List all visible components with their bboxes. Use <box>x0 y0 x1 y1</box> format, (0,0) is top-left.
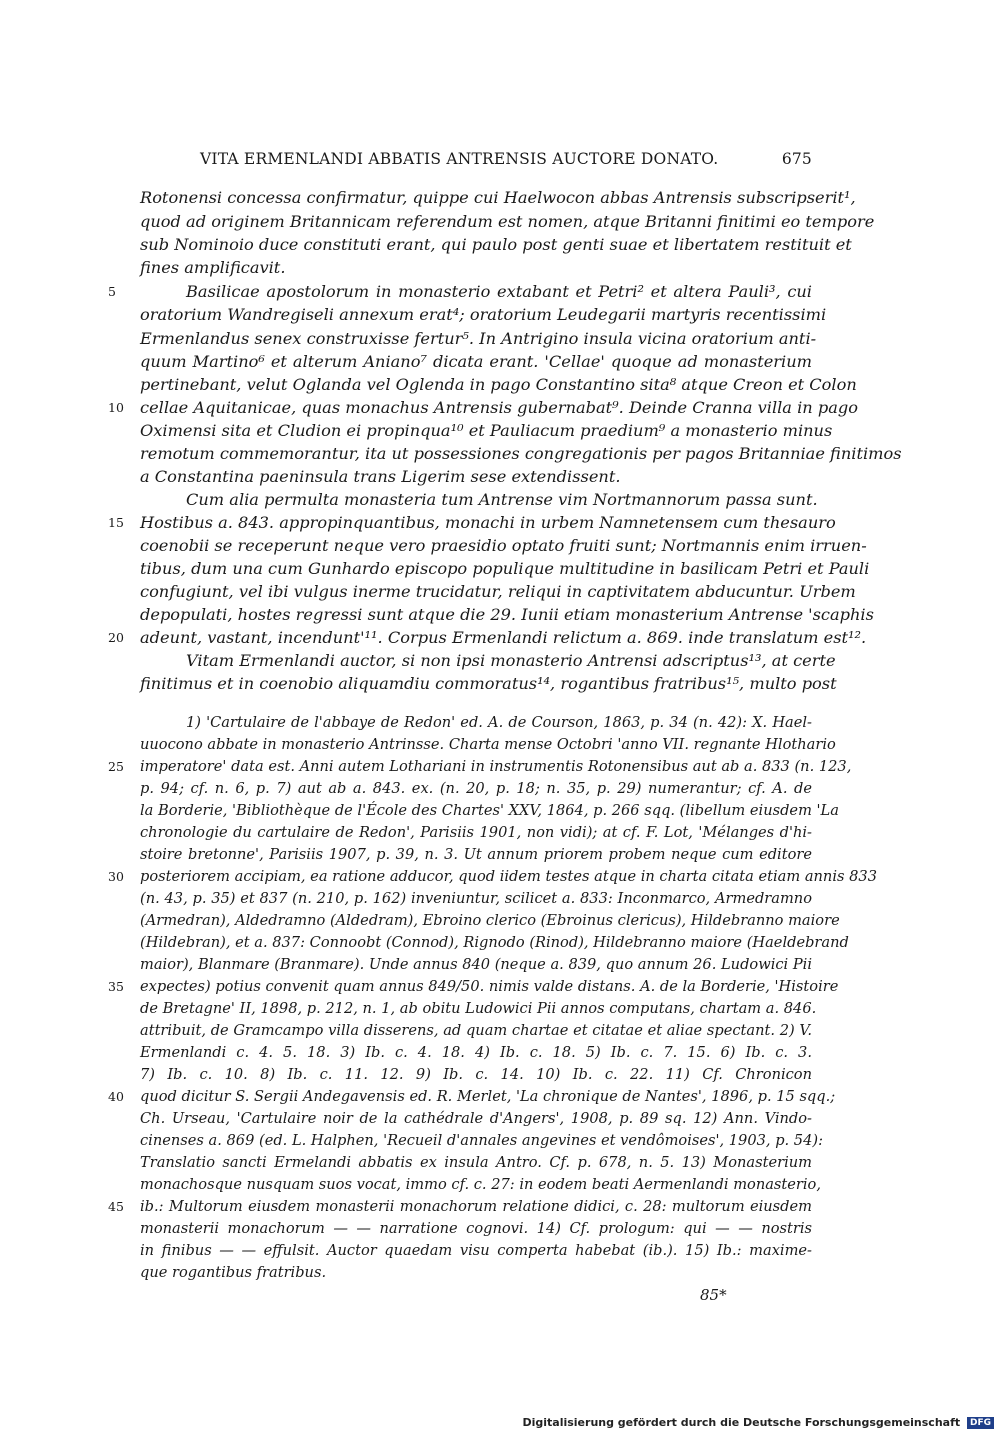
footnote-line: posteriorem accipiam, ea ratione adducor, quod iidem testes atque in charta citata etiam annis 833 <box>140 868 877 885</box>
line-number: 25 <box>108 759 124 774</box>
footnote-line: monasterii monachorum — — narratione cognovi. 14) Cf. prologum: qui — — nostris <box>140 1220 812 1237</box>
line-number: 15 <box>108 515 124 530</box>
body-line: quum Martino⁶ et alterum Aniano⁷ dicata erant. 'Cellae' quoque ad monasterium <box>140 352 812 371</box>
footnote-line: (Hildebran), et a. 837: Connoobt (Connod), Rignodo (Rinod), Hildebranno maiore (Haeldebrand <box>140 934 849 951</box>
body-line: Vitam Ermenlandi auctor, si non ipsi monasterio Antrensi adscriptus¹³, at certe <box>186 651 836 670</box>
body-line: adeunt, vastant, incendunt'¹¹. Corpus Ermenlandi relictum a. 869. inde translatum est¹². <box>140 628 867 647</box>
footnote-line: p. 94; cf. n. 6, p. 7) aut ab a. 843. ex. (n. 20, p. 18; n. 35, p. 29) numerantur; cf. A. de <box>140 780 812 797</box>
footnote-line: ib.: Multorum eiusdem monasterii monachorum relatione didici, c. 28: multorum eiusdem <box>140 1198 812 1215</box>
line-number: 35 <box>108 979 124 994</box>
footnote-line: imperatore' data est. Anni autem Lothariani in instrumentis Rotonensibus aut ab a. 833 (n. 123, <box>140 758 852 775</box>
footnote-line: maior), Blanmare (Branmare). Unde annus 840 (neque a. 839, quo annum 26. Ludowici Pii <box>140 956 812 973</box>
footnote-line: quod dicitur S. Sergii Andegavensis ed. R. Merlet, 'La chronique de Nantes', 1896, p. 15 sqq.; <box>140 1088 836 1105</box>
credit-text: Digitalisierung gefördert durch die Deutsche Forschungsgemeinschaft <box>522 1416 961 1429</box>
body-line: a Constantina paeninsula trans Ligerim sese extendissent. <box>140 467 621 486</box>
footnote-line: de Bretagne' II, 1898, p. 212, n. 1, ab obitu Ludowici Pii annos computans, chartam a. 846. <box>140 1000 817 1017</box>
body-line: quod ad originem Britannicam referendum est nomen, atque Britanni finitimi eo tempore <box>140 212 875 231</box>
footnote-line: Ermenlandi c. 4. 5. 18. 3) Ib. c. 4. 18. 4) Ib. c. 18. 5) Ib. c. 7. 15. 6) Ib. c. 3. <box>140 1044 812 1061</box>
body-line: cellae Aquitanicae, quas monachus Antrensis gubernabat⁹. Deinde Cranna villa in pago <box>140 398 858 417</box>
body-line: Rotonensi concessa confirmatur, quippe cui Haelwocon abbas Antrensis subscripserit¹, <box>140 188 856 207</box>
body-line: Ermenlandus senex construxisse fertur⁵. In Antrigino insula vicina oratorium anti- <box>140 329 817 348</box>
line-number: 5 <box>108 284 116 299</box>
page-number: 675 <box>781 150 812 168</box>
footnote-line: 7) Ib. c. 10. 8) Ib. c. 11. 12. 9) Ib. c. 14. 10) Ib. c. 22. 11) Cf. Chronicon <box>140 1066 812 1083</box>
body-line: sub Nominoio duce constituti erant, qui paulo post genti suae et libertatem restituit et <box>140 235 852 254</box>
signature-mark: 85* <box>700 1286 727 1304</box>
footnote-line: (n. 43, p. 35) et 837 (n. 210, p. 162) inveniuntur, scilicet a. 833: Inconmarco, Armedramno <box>140 890 812 907</box>
footnote-line: la Borderie, 'Bibliothèque de l'École des Chartes' XXV, 1864, p. 266 sqq. (libellum eiusdem 'La <box>140 802 839 819</box>
body-line: Basilicae apostolorum in monasterio extabant et Petri² et altera Pauli³, cui <box>186 282 812 301</box>
line-number: 30 <box>108 869 124 884</box>
footnote-line: expectes) potius convenit quam annus 849/50. nimis valde distans. A. de la Borderie, 'Histoire <box>140 978 839 995</box>
line-number: 10 <box>108 400 124 415</box>
body-line: Oximensi sita et Cludion ei propinqua¹⁰ et Pauliacum praedium⁹ a monasterio minus <box>140 421 833 440</box>
footnote-line: in finibus — — effulsit. Auctor quaedam visu comperta habebat (ib.). 15) Ib.: maxime- <box>140 1242 812 1259</box>
footnote-line: cinenses a. 869 (ed. L. Halphen, 'Recueil d'annales angevines et vendômoises', 1903, p. 54): <box>140 1132 823 1149</box>
body-line: coenobii se receperunt neque vero praesidio optato fruiti sunt; Nortmannis enim irruen- <box>140 536 867 555</box>
body-line: fines amplificavit. <box>140 258 286 277</box>
running-title: VITA ERMENLANDI ABBATIS ANTRENSIS AUCTORE DONATO. <box>200 150 719 168</box>
footnote-line: uuocono abbate in monasterio Antrinsse. Charta mense Octobri 'anno VII. regnante Hlothario <box>140 736 836 753</box>
footnote-line: monachosque nusquam suos vocat, immo cf. c. 27: in eodem beati Aermenlandi monasterio, <box>140 1176 821 1193</box>
body-line: pertinebant, velut Oglanda vel Oglenda in pago Constantino sita⁸ atque Creon et Colon <box>140 375 857 394</box>
body-line: finitimus et in coenobio aliquamdiu commoratus¹⁴, rogantibus fratribus¹⁵, multo post <box>140 674 837 693</box>
footnote-line: stoire bretonne', Parisiis 1907, p. 39, n. 3. Ut annum priorem probem neque cum editore <box>140 846 812 863</box>
footnote-line: 1) 'Cartulaire de l'abbaye de Redon' ed. A. de Courson, 1863, p. 34 (n. 42): X. Hael- <box>186 714 812 731</box>
body-line: depopulati, hostes regressi sunt atque die 29. Iunii etiam monasterium Antrense 'scaphis <box>140 605 874 624</box>
body-line: Hostibus a. 843. appropinquantibus, monachi in urbem Namnetensem cum thesauro <box>140 513 836 532</box>
body-line: tibus, dum una cum Gunhardo episcopo populique multitudine in basilicam Petri et Pauli <box>140 559 870 578</box>
line-number: 45 <box>108 1199 124 1214</box>
footnote-line: (Armedran), Aldedramno (Aldedram), Ebroino clerico (Ebroinus clericus), Hildebranno maiore <box>140 912 840 929</box>
body-line: Cum alia permulta monasteria tum Antrense vim Nortmannorum passa sunt. <box>186 490 818 509</box>
digitization-credit <box>522 1416 994 1429</box>
body-line: remotum commemorantur, ita ut possessiones congregationis per pagos Britanniae finitimos <box>140 444 902 463</box>
dfg-logo-icon: DFG <box>967 1417 994 1429</box>
footnote-line: attribuit, de Gramcampo villa disserens, ad quam chartae et citatae et aliae spectant. 2) V. <box>140 1022 812 1039</box>
line-number: 20 <box>108 630 124 645</box>
body-line: oratorium Wandregiseli annexum erat⁴; oratorium Leudegarii martyris recentissimi <box>140 305 827 324</box>
footnote-line: que rogantibus fratribus. <box>140 1264 327 1281</box>
line-number: 40 <box>108 1089 124 1104</box>
body-line: confugiunt, vel ibi vulgus inerme trucidatur, reliqui in captivitatem abducuntur. Urbem <box>140 582 856 601</box>
footnote-line: Translatio sancti Ermelandi abbatis ex insula Antro. Cf. p. 678, n. 5. 13) Monasterium <box>140 1154 812 1171</box>
footnote-line: chronologie du cartulaire de Redon', Parisiis 1901, non vidi); at cf. F. Lot, 'Mélanges d'hi- <box>140 824 812 841</box>
footnote-line: Ch. Urseau, 'Cartulaire noir de la cathédrale d'Angers', 1908, p. 89 sq. 12) Ann. Vindo- <box>140 1110 812 1127</box>
